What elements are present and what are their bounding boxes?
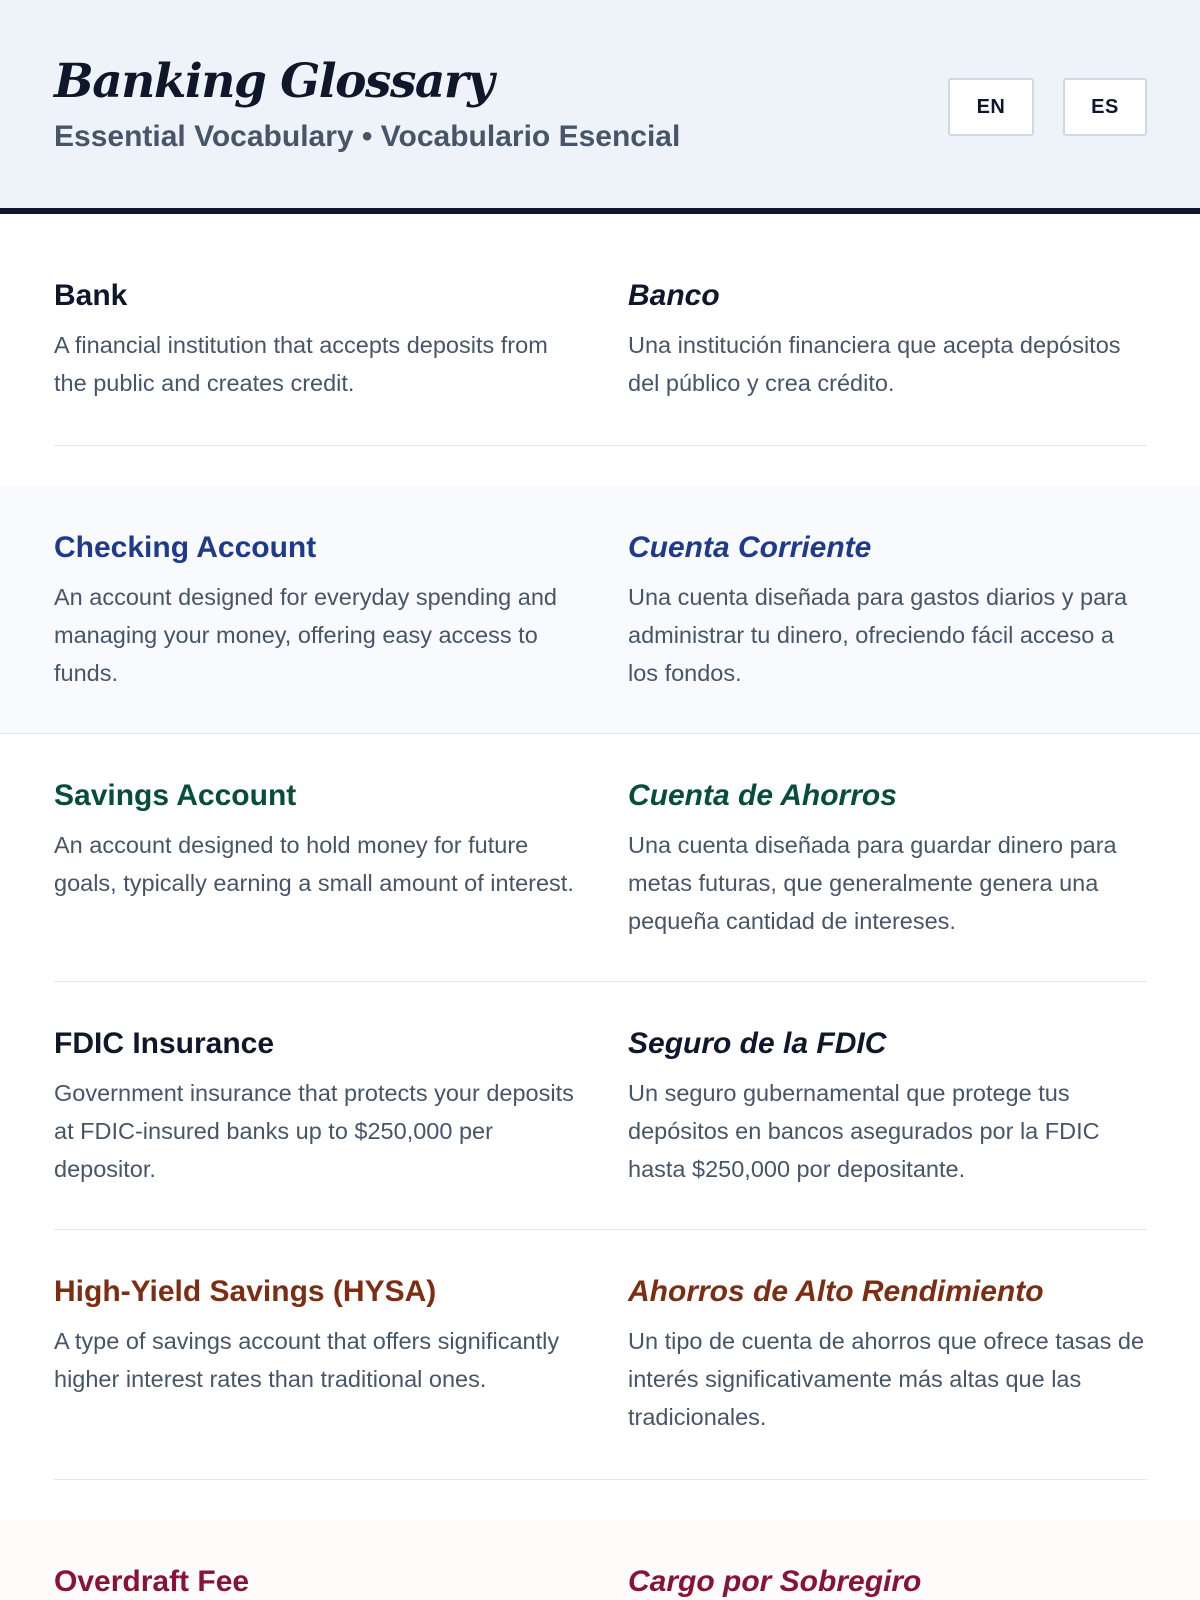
definition-es: Una cuenta diseñada para guardar dinero para metas futuras, que generalmente genera una pequeña cantidad de intereses.: [628, 832, 1117, 934]
page-title: Banking Glossary: [54, 54, 493, 109]
glossary-entry-savings-account: [0, 734, 1200, 982]
term-en: Bank: [54, 279, 128, 312]
language-en-button[interactable]: EN: [948, 78, 1034, 136]
definition-es: Un tipo de cuenta de ahorros que ofrece tasas de interés significativamente más altas que las tradicionales.: [628, 1328, 1145, 1430]
term-en: Savings Account: [54, 779, 297, 812]
term-es: Seguro de la FDIC: [628, 1027, 887, 1060]
term-en: FDIC Insurance: [54, 1027, 275, 1060]
glossary-entry-bank: [0, 214, 1200, 446]
term-es: Cuenta Corriente: [628, 531, 872, 564]
entry-divider: [54, 1479, 1147, 1480]
definition-en: A financial institution that accepts deposits from the public and creates credit.: [54, 332, 548, 396]
definition-es: Una cuenta diseñada para gastos diarios y para administrar tu dinero, ofreciendo fácil acceso a los fondos.: [628, 584, 1128, 686]
term-es: Banco: [628, 279, 720, 312]
glossary-entry-overdraft-fee: [0, 1520, 1200, 1600]
definition-en: A type of savings account that offers significantly higher interest rates than traditional ones.: [54, 1328, 560, 1392]
glossary-entry-checking-account: [0, 486, 1200, 734]
language-es-button[interactable]: ES: [1063, 78, 1147, 136]
glossary-header: [0, 0, 1200, 214]
definition-en: An account designed to hold money for future goals, typically earning a small amount of interest.: [54, 832, 574, 896]
term-en: High-Yield Savings (HYSA): [54, 1275, 437, 1308]
term-en: Checking Account: [54, 531, 317, 564]
definition-es: Un seguro gubernamental que protege tus depósitos en bancos asegurados por la FDIC hasta $250,000 por depositante.: [628, 1080, 1100, 1182]
term-es: Cuenta de Ahorros: [628, 779, 897, 812]
entry-divider: [54, 445, 1147, 446]
definition-en: Government insurance that protects your deposits at FDIC-insured banks up to $250,000 per depositor.: [54, 1080, 574, 1182]
term-es: Ahorros de Alto Rendimiento: [628, 1275, 1044, 1308]
term-en: Overdraft Fee: [54, 1565, 250, 1598]
definition-en: An account designed for everyday spending and managing your money, offering easy access to funds.: [54, 584, 557, 686]
term-es: Cargo por Sobregiro: [628, 1565, 922, 1598]
definition-es: Una institución financiera que acepta depósitos del público y crea crédito.: [628, 332, 1121, 396]
page-subtitle: Essential Vocabulary • Vocabulario Esencial: [54, 120, 681, 153]
glossary-entry-fdic-insurance: [0, 982, 1200, 1230]
glossary-entry-hysa: [0, 1230, 1200, 1480]
